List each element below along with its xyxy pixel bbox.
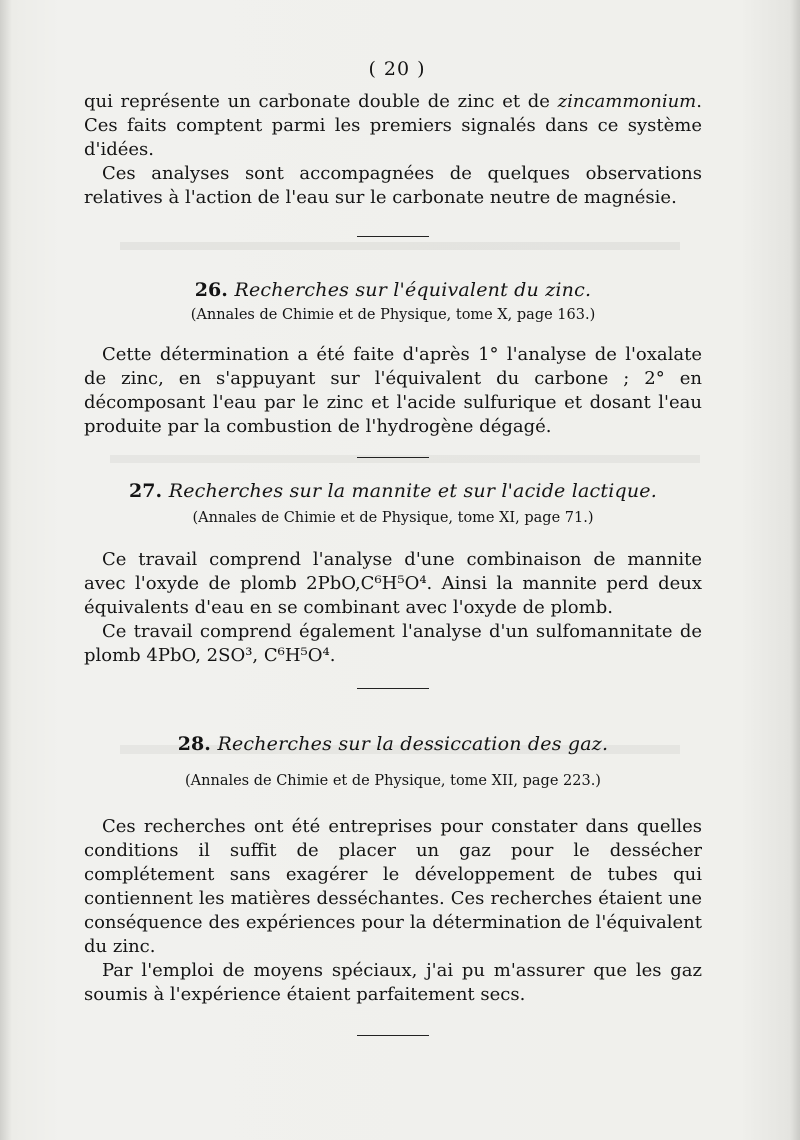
section-paragraph: Ce travail comprend également l'analyse d'un sulfomannitate de plomb 4PbO, 2SO³, C⁶H⁵O⁴. [84,621,702,666]
section-paragraph: Ces recherches ont été entreprises pour constater dans quelles conditions il suffit de placer un gaz pour le dessécher complétement sans exagérer le développement de tubes qui contiennent les matières desséchantes. Ces recherches étaient une conséquence des expériences pour la détermination de l'équivalent du zinc. [84,816,702,957]
section-title: Recherches sur la mannite et sur l'acide lactique. [168,480,657,502]
section-heading [84,731,702,757]
section-heading [84,478,702,504]
section-number: 27. [129,480,163,502]
section-number: 26. [194,279,228,301]
intro-paragraph-2: Ces analyses sont accompagnées de quelques observations relatives à l'action de l'eau sur le carbonate neutre de magnésie. [84,163,702,208]
section-paragraph: Cette détermination a été faite d'après 1° l'analyse de l'oxalate de zinc, en s'appuyant sur l'équivalent du carbone ; 2° en décomposant l'eau par le zinc et l'acide sulfurique et dosant l'eau produite par la combustion de l'hydrogène dégagé. [84,344,702,437]
section-paragraph: Par l'emploi de moyens spéciaux, j'ai pu m'assurer que les gaz soumis à l'expérience étaient parfaitement secs. [84,960,702,1005]
italic-term: zincammonium [557,91,697,112]
page-number: ( 20 ) [368,58,426,80]
section-title: Recherches sur l'équivalent du zinc. [234,279,592,301]
section-source: (Annales de Chimie et de Physique, tome XII, page 223.) [185,773,601,789]
text-run: qui représente un carbonate double de zinc et de [84,91,558,112]
intro-paragraph-1 [84,90,702,162]
section-heading [84,277,702,303]
section-source: (Annales de Chimie et de Physique, tome X, page 163.) [190,307,596,323]
section-number: 28. [177,733,211,755]
text-run: . Ces faits comptent parmi les premiers signalés dans ce système d'idées. [84,91,702,160]
section-source: (Annales de Chimie et de Physique, tome XI, page 71.) [192,510,594,526]
section-divider [357,1035,429,1036]
page-content [84,58,702,1036]
section-paragraph: Ce travail comprend l'analyse d'une combinaison de mannite avec l'oxyde de plomb 2PbO,C⁶H⁵O⁴. Ainsi la mannite perd deux équivalents d'eau en se combinant avec l'oxyde de plomb. [84,549,702,618]
section-title: Recherches sur la dessiccation des gaz. [217,733,609,755]
